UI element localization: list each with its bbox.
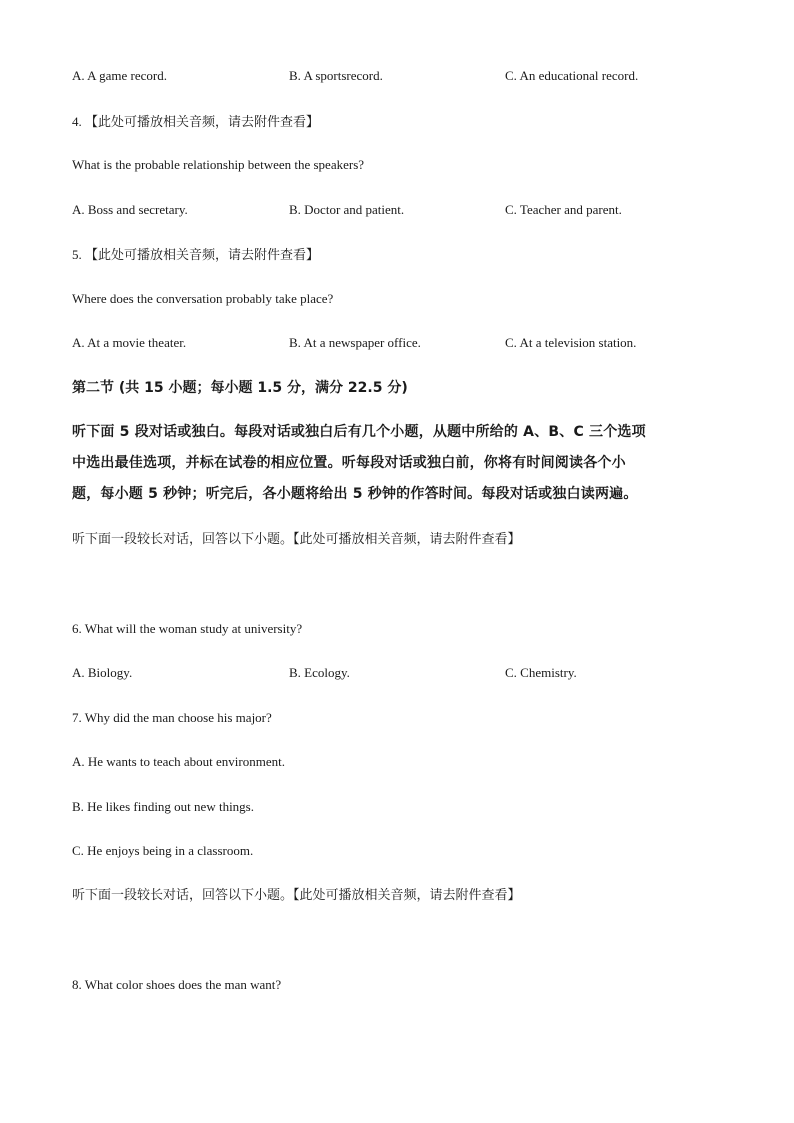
q4-option-c: C. Teacher and parent. [505,202,622,217]
q5-audio-note: 【此处可播放相关音频，请去附件查看】 [85,248,320,263]
q5-option-a: A. At a movie theater. [72,335,187,350]
q4-option-b: B. Doctor and patient. [289,202,405,217]
q8-question: 8. What color shoes does the man want? [72,977,282,992]
q3-option-b: B. A sportsrecord. [289,68,383,83]
q7-option-c: C. He enjoys being in a classroom. [72,843,254,858]
q6-option-c: C. Chemistry. [505,665,577,680]
q7-option-a: A. He wants to teach about environment. [72,754,285,769]
dialog1-intro: 听下面一段较长对话，回答以下小题。【此处可播放相关音频，请去附件查看】 [72,532,521,547]
q5-number: 5. [72,247,82,262]
q6-question: 6. What will the woman study at university? [72,621,303,636]
q6-option-b: B. Ecology. [289,665,350,680]
q4-header [72,114,319,131]
q5-option-c: C. At a television station. [505,335,637,350]
q5-option-b: B. At a newspaper office. [289,335,421,350]
q5-question: Where does the conversation probably take place? [72,291,334,306]
section2-instructions [72,417,732,510]
dialog2-intro: 听下面一段较长对话，回答以下小题。【此处可播放相关音频，请去附件查看】 [72,888,521,903]
section2-instruction-line: 题，每小题 5 秒钟；听完后，各小题将给出 5 秒钟的作答时间。每段对话或独白读两遍。 [72,486,638,502]
q7-option-b: B. He likes finding out new things. [72,799,254,814]
q5-header [72,247,319,264]
q3-option-a: A. A game record. [72,68,167,83]
q3-option-c: C. An educational record. [505,68,639,83]
section2-title: 第二节 (共 15 小题；每小题 1.5 分，满分 22.5 分) [72,380,408,396]
q6-option-a: A. Biology. [72,665,133,680]
section2-instruction-line: 听下面 5 段对话或独白。每段对话或独白后有几个小题，从题中所给的 A、B、C 三个选项 [72,424,646,440]
q4-question: What is the probable relationship between the speakers? [72,157,365,172]
section2-instruction-line: 中选出最佳选项，并标在试卷的相应位置。听每段对话或独白前，你将有时间阅读各个小 [72,455,626,471]
q4-audio-note: 【此处可播放相关音频，请去附件查看】 [85,115,320,130]
q4-option-a: A. Boss and secretary. [72,202,188,217]
q4-number: 4. [72,114,82,129]
q7-question: 7. Why did the man choose his major? [72,710,272,725]
